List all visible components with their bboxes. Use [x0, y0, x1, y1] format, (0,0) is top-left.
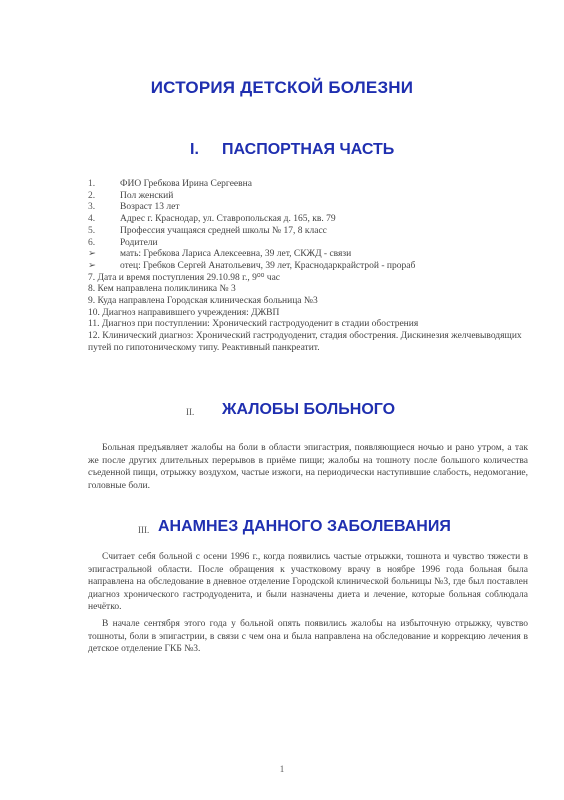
- list-item-text: Пол женский: [120, 190, 174, 201]
- list-item-text: мать: Гребкова Лариса Алексеевна, 39 лет, СКЖД - связи: [120, 249, 352, 260]
- section-1-title: ПАСПОРТНАЯ ЧАСТЬ: [222, 141, 395, 158]
- arrow-bullet-icon: ➢: [88, 249, 96, 260]
- list-marker: 3.: [88, 202, 96, 213]
- list-item: [88, 284, 528, 296]
- list-marker: 1.: [88, 179, 96, 189]
- list-item: [88, 179, 528, 191]
- list-item-text: 10. Диагноз направившего учреждения: ДЖВП: [88, 307, 280, 318]
- anamnesis-paragraph: Считает себя больной с осени 1996 г., когда появились частые отрыжки, тошнота и чувство тяжести в эпигастральной области. После обращения к участковому врачу в ноябре 1996 года больная была направлена на обследование в дневное отделение Городской клинической больницы №3, где был поставлен диагноз хронического гастродуоденита, и были назначены диета и лечение, которые больная соблюдала нечётко.: [88, 552, 528, 613]
- list-item: [88, 191, 528, 203]
- complaints-paragraph: Больная предъявляет жалобы на боли в области эпигастрия, появляющиеся ночью и рано утром, а так же после других длительных перерывов в приёме пищи; жалобы на тошноту после большого количества съеденной пищи, отрыжку воздухом, частые изжоги, на периодически наступившие слабость, недомогание, головные боли.: [88, 443, 528, 491]
- list-item: [88, 202, 528, 214]
- list-item: [88, 319, 528, 331]
- section-3-title: АНАМНЕЗ ДАННОГО ЗАБОЛЕВАНИЯ: [158, 518, 451, 535]
- list-marker: 6.: [88, 237, 96, 248]
- list-item-text: 12. Клинический диагноз: Хронический гастродуоденит, стадия обострения. Дискинезия желчевыводящих путей по гипотоническому типу. Реактивный панкреатит.: [88, 331, 522, 353]
- list-item-text: 7. Дата и время поступления 29.10.98 г., 9⁰⁰ час: [88, 272, 281, 283]
- list-item-text: Профессия учащаяся средней школы № 17, 8 класс: [120, 225, 327, 236]
- list-item: [88, 261, 528, 273]
- list-marker: 4.: [88, 214, 96, 225]
- list-item: [88, 296, 528, 308]
- list-item-text: отец: Гребков Сергей Анатольевич, 39 лет, Краснодаркрайстрой - прораб: [120, 260, 416, 271]
- list-item: [88, 249, 528, 261]
- list-item: [88, 214, 528, 226]
- list-item: [88, 238, 528, 250]
- list-item-text: 8. Кем направлена поликлиника № 3: [88, 284, 236, 295]
- list-marker: 2.: [88, 190, 96, 201]
- section-2-title: ЖАЛОБЫ БОЛЬНОГО: [222, 401, 396, 418]
- list-item-text: ФИО Гребкова Ирина Сергеевна: [120, 179, 252, 189]
- list-marker: 5.: [88, 225, 96, 236]
- section-3-number: III.: [138, 525, 150, 535]
- list-item-text: 9. Куда направлена Городская клиническая больница №3: [88, 296, 318, 307]
- page-number: 1: [279, 764, 285, 774]
- list-item: [88, 331, 528, 354]
- document-title: ИСТОРИЯ ДЕТСКОЙ БОЛЕЗНИ: [150, 78, 414, 97]
- anamnesis-paragraph: В начале сентября этого года у больной опять появились жалобы на избыточную отрыжку, чувство тошноты, боли в эпигастрии, в связи с чем она и была направлена на обследование и коррекцию лечения в детское отделение ГКБ №3.: [88, 619, 528, 655]
- list-item: [88, 273, 528, 285]
- section-2-number: II.: [186, 407, 195, 417]
- list-item-text: 11. Диагноз при поступлении: Хронический гастродуоденит в стадии обострения: [88, 319, 419, 330]
- arrow-bullet-icon: ➢: [88, 260, 96, 271]
- list-item: [88, 308, 528, 320]
- passport-list: [88, 179, 528, 355]
- list-item-text: Возраст 13 лет: [120, 202, 180, 213]
- section-1-number: I.: [190, 141, 199, 158]
- list-item-text: Родители: [120, 237, 158, 248]
- list-item: [88, 226, 528, 238]
- list-item-text: Адрес г. Краснодар, ул. Ставропольская д. 165, кв. 79: [120, 214, 336, 225]
